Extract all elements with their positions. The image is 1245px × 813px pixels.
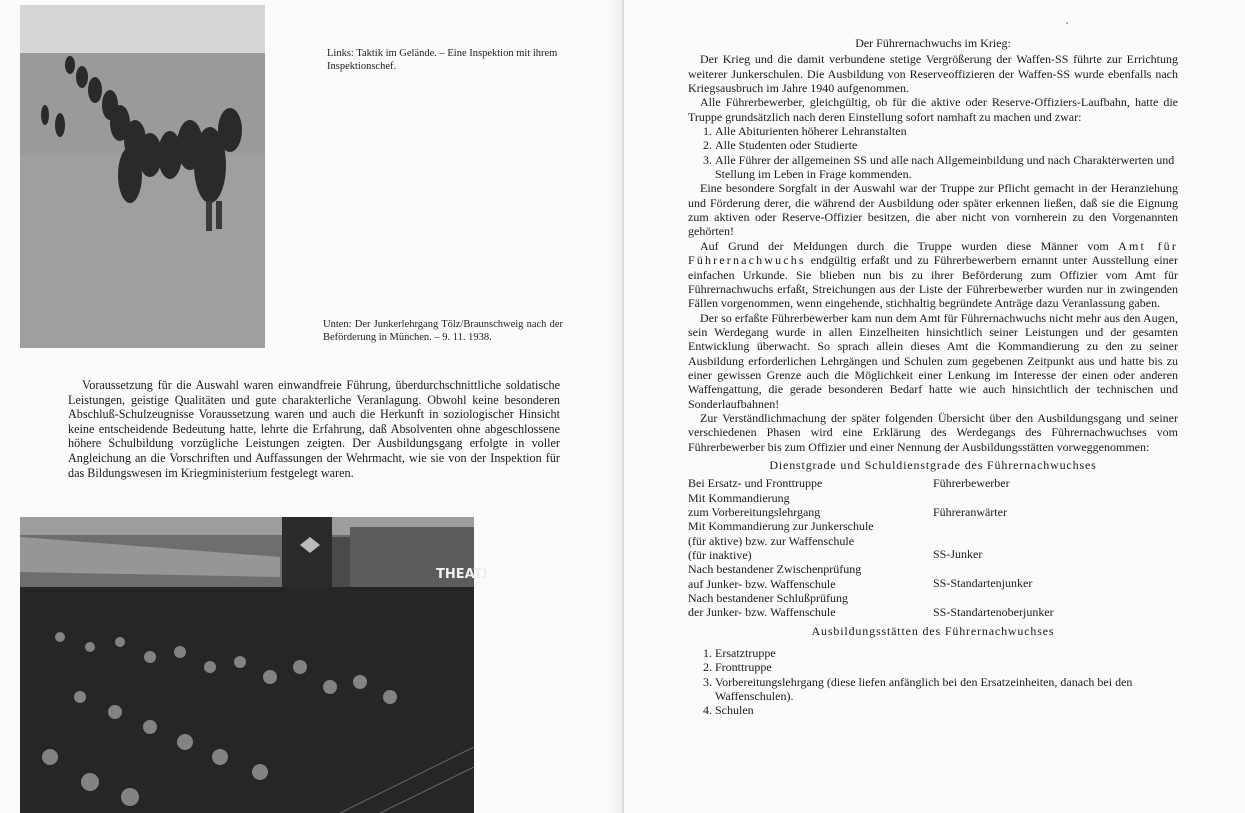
candidate-list-item: 3. Alle Führer der allgemeinen SS und alle nach Allgemeinbildung und nach Charakterwerten und Stellung im Leben in Frage kommenden. [715, 153, 1178, 182]
rank-condition-line: zum Vorbereitungslehrgang [688, 505, 821, 519]
ranks-heading: Dienstgrade und Schuldienstgrade des Führernachwuchses [769, 457, 1097, 472]
office-name-spaced: Amt für Führernachwuchs [688, 238, 1178, 268]
paragraph-4 [688, 239, 1178, 311]
photo-field-march-graphic [20, 5, 265, 348]
schools-list-item: 2. Fronttruppe [715, 660, 1178, 674]
rank-condition [688, 591, 933, 620]
rank-condition-line: auf Junker- bzw. Waffenschule [688, 576, 836, 591]
paragraph-4-start: Auf Grund der Meldungen durch die Truppe wurden diese Männer vom [700, 238, 1119, 253]
book-gutter [622, 0, 624, 813]
photo-field-march [20, 5, 265, 348]
rank-condition-line: der Junker- bzw. Waffenschule [688, 605, 836, 620]
schools-list [688, 646, 1178, 718]
paragraph-2: Alle Führerbewerber, gleichgültig, ob für die aktive oder Reserve-Offiziers-Laufbahn, hatte die Truppe grundsätzlich nach deren Einstellung sofort namhaft zu machen und zwar: [688, 95, 1178, 124]
rank-condition-line: Nach bestandener Zwischenprüfung [688, 562, 862, 577]
left-paragraph: Voraussetzung für die Auswahl waren einwandfreie Führung, überdurchschnittliche soldatische Leistungen, geistige Qualitäten und gute charakterliche Veranlagung. Obwohl keine besonderen Abschluß-Schulzeugnisse Voraussetzung waren und auch die Herkunft in soziologischer Hinsicht keine entscheidende Bedeutung hatte, lehrte die Erfahrung, daß Absolventen ohne abgeschlossene höhere Schulbildung vorzügliche Leistungen zeigten. Der Ausbildungsgang erfolgte in voller Angleichung an die Vorschriften und Auffassungen der Wehrmacht, wie sie von der Inspektion für das Bildungswesen im Kriegministerium festgelegt waren. [68, 378, 560, 480]
schools-list-item: 1. Ersatztruppe [715, 646, 1178, 660]
left-body-text [68, 378, 560, 480]
schools-heading: Ausbildungsstätten des Führernachwuchses [811, 623, 1055, 638]
candidate-list [688, 124, 1178, 181]
rank-condition-line: (für inaktive) [688, 548, 752, 563]
schools-list-item: 3. Vorbereitungslehrgang (diese liefen anfänglich bei den Ersatzeinheiten, danach bei den Waffenschulen). [715, 675, 1178, 704]
candidate-list-item: 1. Alle Abiturienten höherer Lehranstalten [715, 124, 1178, 138]
rank-row [688, 562, 1178, 591]
photo-sign-text: THEATI [436, 567, 488, 582]
rank-condition [688, 491, 933, 520]
paragraph-5: Der so erfaßte Führerbewerber kam nun dem Amt für Führernachwuchs nicht mehr aus den Augen, sein Werdegang wurde in allen Einzelheiten hinsichtlich seiner Leistungen und der gesamten Entwicklung überwacht. So sprach allein dieses Amt die Kommandierung zu den zu seiner Ausbildung erforderlichen Lehrgängen und Schulen zum gegebenen Zeitpunkt aus und hatte bis zu einer gewissen Grenze auch die Möglichkeit einer Lenkung im Interesse der einen oder anderen Waffengattung, die gerade besonderen Bedarf hatte wie auch hinsichtlich der technischen und Sonderlaufbahnen! [688, 310, 1178, 411]
ranks-table [688, 476, 1178, 619]
paragraph-6: Zur Verständlichmachung der später folgenden Übersicht über den Ausbildungsgang und seiner verschiedenen Phasen wird eine Erklärung des Werdegangs des Führernachwuchses vom Führerbewerber bis zum Offizier und einer Nennung der Ausbildungsstätten vorweggenommen: [688, 410, 1178, 454]
rank-title: Führeranwärter [933, 504, 1007, 519]
rank-row [688, 476, 1178, 490]
rank-condition [688, 562, 933, 591]
schools-list-item: 4. Schulen [715, 703, 1178, 717]
paragraph-1: Der Krieg und die damit verbundene stetige Vergrößerung der Waffen-SS führte zur Errichtung weiterer Junkerschulen. Die Ausbildung von Reserveoffizieren der Waffen-SS wurde ebenfalls nach Kriegsausbruch im Jahre 1940 aufgenommen. [688, 52, 1178, 96]
candidate-list-item: 2. Alle Studenten oder Studierte [715, 138, 1178, 152]
photo-parade-munich [20, 517, 488, 813]
rank-title: SS-Standartenjunker [933, 576, 1033, 591]
rank-row [688, 591, 1178, 620]
rank-condition-line: (für aktive) bzw. zur Waffenschule [688, 533, 855, 548]
right-page-text [688, 36, 1178, 718]
rank-row [688, 519, 1178, 562]
rank-title: SS-Junker [933, 547, 983, 562]
paragraph-4-end: endgültig erfaßt und zu Führerbewerbern ernannt unter Ausstellung einer einfachen Urkunde. Sie blieben nun bis zu ihrer Beförderung zum Offizier vom Amt für Führernachwuchs erfaßt, Streichungen aus der Liste der Führerbewerber wurden nur in zwingenden Fällen vorgenommen, wenn eingehende, stichhaltig begründete Anträge dazu Veranlassung gaben. [688, 253, 1178, 311]
rank-condition-line: Mit Kommandierung [688, 490, 790, 505]
section-heading: Der Führernachwuchs im Krieg: [855, 36, 1011, 50]
rank-condition [688, 519, 933, 562]
rank-condition-line: Nach bestandener Schlußprüfung [688, 591, 848, 606]
rank-title: SS-Standartenoberjunker [933, 605, 1054, 620]
rank-condition [688, 476, 933, 490]
caption-bottom: Unten: Der Junkerlehrgang Tölz/Braunschweig nach der Beförderung in München. – 9. 11. 1938. [323, 319, 563, 343]
paragraph-3: Eine besondere Sorgfalt in der Auswahl war der Truppe zur Pflicht gemacht in der Heranziehung und Förderung derer, die während der Ausbildung oder später erkennen ließen, daß sie die Eignung zum aktiven oder Reserve-Offizier besitzen, die aber nicht von vornherein zu den Vorgenannten gehörten! [688, 181, 1178, 239]
caption-top: Links: Taktik im Gelände. – Eine Inspektion mit ihrem Inspektionschef. [327, 48, 558, 72]
paper-speck [1066, 22, 1068, 24]
rank-condition-line: Mit Kommandierung zur Junkerschule [688, 519, 874, 534]
photo-parade-graphic [20, 517, 488, 813]
rank-row [688, 491, 1178, 520]
gutter-shadow [606, 0, 622, 813]
rank-title: Führerbewerber [933, 476, 1010, 491]
rank-condition-line: Bei Ersatz- und Fronttruppe [688, 476, 823, 491]
